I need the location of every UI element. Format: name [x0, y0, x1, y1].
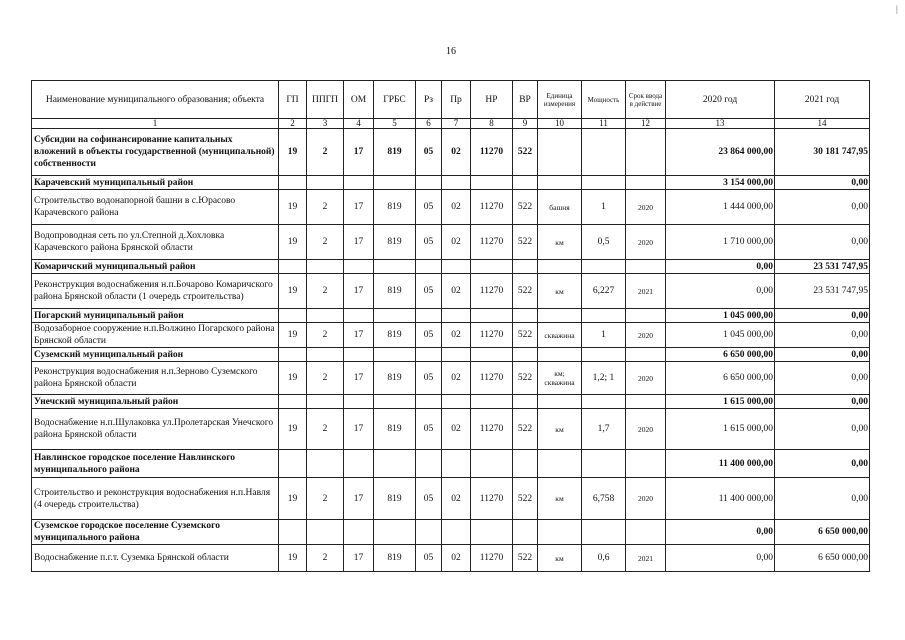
cell-om: 17	[344, 190, 374, 225]
header-cell-name: Наименование муниципального образования; объекта	[32, 81, 279, 119]
cell-capacity: 1	[582, 190, 626, 225]
cell-unit	[538, 520, 582, 545]
cell-nr: 11270	[471, 362, 513, 395]
cell-om: 17	[344, 545, 374, 572]
cell-gp	[279, 348, 307, 362]
cell-ppgp	[307, 450, 344, 478]
cell-vr: 522	[513, 323, 538, 348]
cell-term: 2020	[626, 323, 666, 348]
cell-gp: 19	[279, 545, 307, 572]
cell-gp: 19	[279, 409, 307, 450]
cell-amount-2021: 0,00	[775, 225, 870, 260]
cell-rz	[416, 450, 442, 478]
cell-capacity	[582, 260, 626, 274]
cell-nr: 11270	[471, 323, 513, 348]
cell-om	[344, 348, 374, 362]
table-row	[32, 190, 870, 225]
header-cell-ppgp: ППГП	[307, 81, 344, 119]
table-row	[32, 274, 870, 309]
cell-vr: 522	[513, 274, 538, 309]
cell-grbs	[374, 260, 416, 274]
table-row	[32, 225, 870, 260]
cell-term	[626, 129, 666, 176]
cell-gp: 19	[279, 274, 307, 309]
cell-term: 2021	[626, 274, 666, 309]
cell-nr	[471, 176, 513, 190]
column-number: 13	[666, 119, 775, 129]
cell-ppgp	[307, 309, 344, 323]
cell-name: Комаричский муниципальный район	[32, 260, 279, 274]
cell-ppgp	[307, 260, 344, 274]
cell-unit: скважина	[538, 323, 582, 348]
cell-name: Строительство и реконструкция водоснабжения н.п.Навля (4 очередь строительства)	[32, 478, 279, 520]
cell-amount-2020: 0,00	[666, 274, 775, 309]
cell-om: 17	[344, 362, 374, 395]
cell-term	[626, 176, 666, 190]
cell-nr	[471, 395, 513, 409]
table-row	[32, 478, 870, 520]
cell-gp: 19	[279, 362, 307, 395]
cell-om	[344, 520, 374, 545]
cell-gp	[279, 260, 307, 274]
cell-vr: 522	[513, 545, 538, 572]
cell-pr: 02	[442, 362, 471, 395]
cell-name: Унечский муниципальный район	[32, 395, 279, 409]
cell-rz: 05	[416, 129, 442, 176]
column-number-row	[32, 119, 870, 129]
cell-ppgp: 2	[307, 225, 344, 260]
cell-capacity: 0,5	[582, 225, 626, 260]
cell-name: Реконструкция водоснабжения н.п.Зерново Суземского района Брянской области	[32, 362, 279, 395]
cell-vr: 522	[513, 129, 538, 176]
cell-ppgp	[307, 348, 344, 362]
cell-om	[344, 260, 374, 274]
cell-name: Водоснабжение н.п.Шулаковка ул.Пролетарская Унечского района Брянской области	[32, 409, 279, 450]
subsidy-table	[31, 80, 870, 572]
cell-name: Суземский муниципальный район	[32, 348, 279, 362]
cell-nr: 11270	[471, 274, 513, 309]
cell-amount-2021: 0,00	[775, 450, 870, 478]
cell-om	[344, 309, 374, 323]
cell-gp: 19	[279, 478, 307, 520]
header-cell-pr: Пр	[442, 81, 471, 119]
column-number: 10	[538, 119, 582, 129]
cell-amount-2021: 0,00	[775, 348, 870, 362]
cell-om: 17	[344, 478, 374, 520]
cell-name: Реконструкция водоснабжения н.п.Бочарово Комаричского района Брянской области (1 очередь строительства)	[32, 274, 279, 309]
cell-amount-2020: 0,00	[666, 545, 775, 572]
cell-amount-2021: 6 650 000,00	[775, 520, 870, 545]
cell-nr	[471, 260, 513, 274]
cell-name: Карачевский муниципальный район	[32, 176, 279, 190]
table-row	[32, 323, 870, 348]
cell-vr	[513, 395, 538, 409]
cell-grbs: 819	[374, 274, 416, 309]
cell-capacity: 1	[582, 323, 626, 348]
section-row	[32, 450, 870, 478]
cell-nr	[471, 520, 513, 545]
cell-grbs: 819	[374, 129, 416, 176]
cell-vr: 522	[513, 225, 538, 260]
header-row	[32, 81, 870, 119]
cell-name: Суземское городское поселение Суземского муниципального района	[32, 520, 279, 545]
cell-term: 2020	[626, 478, 666, 520]
cell-rz	[416, 260, 442, 274]
header-cell-rz: Рз	[416, 81, 442, 119]
cell-pr	[442, 450, 471, 478]
cell-term	[626, 395, 666, 409]
section-row	[32, 129, 870, 176]
cell-grbs: 819	[374, 545, 416, 572]
cell-amount-2020: 1 444 000,00	[666, 190, 775, 225]
cell-nr	[471, 309, 513, 323]
cell-ppgp: 2	[307, 190, 344, 225]
cell-nr: 11270	[471, 409, 513, 450]
corner-mark: |	[896, 4, 898, 14]
cell-gp	[279, 176, 307, 190]
header-cell-capacity: Мощность	[582, 81, 626, 119]
cell-om: 17	[344, 409, 374, 450]
cell-rz: 05	[416, 190, 442, 225]
cell-vr: 522	[513, 362, 538, 395]
cell-amount-2020: 6 650 000,00	[666, 348, 775, 362]
section-row	[32, 176, 870, 190]
cell-rz: 05	[416, 478, 442, 520]
cell-gp	[279, 309, 307, 323]
cell-grbs	[374, 395, 416, 409]
cell-amount-2021: 6 650 000,00	[775, 545, 870, 572]
cell-unit: км	[538, 225, 582, 260]
cell-unit	[538, 348, 582, 362]
cell-name: Водозаборное сооружение н.п.Волжино Погарского района Брянской области	[32, 323, 279, 348]
section-row	[32, 260, 870, 274]
cell-grbs: 819	[374, 409, 416, 450]
cell-rz	[416, 348, 442, 362]
cell-nr	[471, 450, 513, 478]
cell-rz: 05	[416, 362, 442, 395]
cell-term	[626, 309, 666, 323]
cell-ppgp: 2	[307, 274, 344, 309]
cell-unit	[538, 260, 582, 274]
cell-term	[626, 450, 666, 478]
cell-pr	[442, 260, 471, 274]
cell-grbs: 819	[374, 362, 416, 395]
cell-amount-2020: 11 400 000,00	[666, 450, 775, 478]
cell-pr	[442, 176, 471, 190]
column-number: 2	[279, 119, 307, 129]
section-row	[32, 348, 870, 362]
cell-capacity: 1,7	[582, 409, 626, 450]
cell-amount-2021: 23 531 747,95	[775, 260, 870, 274]
cell-term: 2020	[626, 190, 666, 225]
cell-name: Водоснабжение п.г.т. Суземка Брянской области	[32, 545, 279, 572]
cell-amount-2021: 0,00	[775, 478, 870, 520]
cell-pr: 02	[442, 274, 471, 309]
cell-capacity	[582, 450, 626, 478]
cell-pr	[442, 520, 471, 545]
cell-grbs	[374, 450, 416, 478]
cell-vr	[513, 309, 538, 323]
cell-gp: 19	[279, 129, 307, 176]
cell-unit: башня	[538, 190, 582, 225]
cell-grbs	[374, 176, 416, 190]
cell-pr	[442, 395, 471, 409]
cell-gp	[279, 395, 307, 409]
cell-nr: 11270	[471, 190, 513, 225]
cell-pr: 02	[442, 409, 471, 450]
cell-amount-2020: 0,00	[666, 260, 775, 274]
header-cell-term: Срок ввода в действие	[626, 81, 666, 119]
cell-ppgp: 2	[307, 362, 344, 395]
cell-nr: 11270	[471, 225, 513, 260]
cell-unit	[538, 395, 582, 409]
cell-amount-2021: 0,00	[775, 176, 870, 190]
column-number: 4	[344, 119, 374, 129]
cell-amount-2020: 1 710 000,00	[666, 225, 775, 260]
cell-capacity: 6,758	[582, 478, 626, 520]
cell-unit	[538, 129, 582, 176]
cell-rz: 05	[416, 545, 442, 572]
header-cell-nr: НР	[471, 81, 513, 119]
cell-grbs: 819	[374, 478, 416, 520]
column-number: 7	[442, 119, 471, 129]
cell-pr: 02	[442, 129, 471, 176]
cell-gp	[279, 520, 307, 545]
cell-rz	[416, 309, 442, 323]
cell-ppgp: 2	[307, 478, 344, 520]
cell-term	[626, 348, 666, 362]
cell-vr: 522	[513, 478, 538, 520]
cell-unit: км	[538, 409, 582, 450]
cell-vr	[513, 176, 538, 190]
cell-unit	[538, 309, 582, 323]
cell-vr	[513, 450, 538, 478]
cell-amount-2020: 0,00	[666, 520, 775, 545]
cell-nr: 11270	[471, 129, 513, 176]
cell-pr: 02	[442, 323, 471, 348]
cell-term	[626, 260, 666, 274]
section-row	[32, 309, 870, 323]
cell-om: 17	[344, 323, 374, 348]
cell-rz	[416, 395, 442, 409]
section-row	[32, 520, 870, 545]
cell-amount-2020: 1 045 000,00	[666, 309, 775, 323]
section-row	[32, 395, 870, 409]
table-row	[32, 545, 870, 572]
column-number: 1	[32, 119, 279, 129]
cell-amount-2021: 0,00	[775, 395, 870, 409]
cell-amount-2020: 1 045 000,00	[666, 323, 775, 348]
table-row	[32, 409, 870, 450]
header-cell-2020: 2020 год	[666, 81, 775, 119]
cell-nr	[471, 348, 513, 362]
cell-amount-2021: 0,00	[775, 409, 870, 450]
cell-grbs: 819	[374, 190, 416, 225]
cell-vr	[513, 520, 538, 545]
table-row	[32, 362, 870, 395]
cell-rz: 05	[416, 274, 442, 309]
cell-om: 17	[344, 129, 374, 176]
cell-term: 2021	[626, 545, 666, 572]
cell-ppgp: 2	[307, 545, 344, 572]
cell-rz: 05	[416, 225, 442, 260]
header-cell-gp: ГП	[279, 81, 307, 119]
cell-amount-2020: 1 615 000,00	[666, 409, 775, 450]
cell-vr	[513, 260, 538, 274]
cell-capacity	[582, 520, 626, 545]
cell-grbs	[374, 309, 416, 323]
cell-amount-2021: 30 181 747,95	[775, 129, 870, 176]
cell-pr	[442, 309, 471, 323]
cell-gp: 19	[279, 225, 307, 260]
cell-gp: 19	[279, 323, 307, 348]
cell-capacity	[582, 129, 626, 176]
cell-rz	[416, 520, 442, 545]
cell-term	[626, 520, 666, 545]
cell-capacity	[582, 309, 626, 323]
cell-capacity: 1,2; 1	[582, 362, 626, 395]
cell-name: Водопроводная сеть по ул.Степной д.Хохловка Карачевского района Брянской области	[32, 225, 279, 260]
cell-ppgp: 2	[307, 409, 344, 450]
cell-om: 17	[344, 274, 374, 309]
cell-unit: км	[538, 545, 582, 572]
cell-unit	[538, 450, 582, 478]
cell-name: Субсидии на софинансирование капитальных вложений в объекты государственной (муниципальной) собственности	[32, 129, 279, 176]
cell-unit	[538, 176, 582, 190]
cell-grbs	[374, 348, 416, 362]
cell-pr: 02	[442, 545, 471, 572]
cell-grbs: 819	[374, 225, 416, 260]
cell-amount-2021: 0,00	[775, 309, 870, 323]
cell-amount-2020: 3 154 000,00	[666, 176, 775, 190]
header-cell-grbs: ГРБС	[374, 81, 416, 119]
cell-term: 2020	[626, 362, 666, 395]
column-number: 5	[374, 119, 416, 129]
cell-rz	[416, 176, 442, 190]
column-number: 11	[582, 119, 626, 129]
column-number: 6	[416, 119, 442, 129]
cell-name: Навлинское городское поселение Навлинского муниципального района	[32, 450, 279, 478]
cell-amount-2021: 0,00	[775, 190, 870, 225]
cell-gp: 19	[279, 190, 307, 225]
cell-term: 2020	[626, 225, 666, 260]
cell-amount-2021: 23 531 747,95	[775, 274, 870, 309]
cell-ppgp: 2	[307, 323, 344, 348]
cell-grbs	[374, 520, 416, 545]
cell-amount-2021: 0,00	[775, 362, 870, 395]
cell-capacity: 0,6	[582, 545, 626, 572]
cell-capacity: 6,227	[582, 274, 626, 309]
cell-vr: 522	[513, 190, 538, 225]
header-cell-unit: Единица измерения	[538, 81, 582, 119]
cell-om: 17	[344, 225, 374, 260]
cell-pr	[442, 348, 471, 362]
cell-pr: 02	[442, 190, 471, 225]
cell-amount-2020: 23 864 000,00	[666, 129, 775, 176]
header-cell-vr: ВР	[513, 81, 538, 119]
cell-om	[344, 176, 374, 190]
cell-name: Погарский муниципальный район	[32, 309, 279, 323]
cell-rz: 05	[416, 323, 442, 348]
cell-capacity	[582, 176, 626, 190]
cell-om	[344, 395, 374, 409]
column-number: 12	[626, 119, 666, 129]
cell-ppgp	[307, 176, 344, 190]
column-number: 8	[471, 119, 513, 129]
cell-pr: 02	[442, 225, 471, 260]
cell-amount-2020: 6 650 000,00	[666, 362, 775, 395]
cell-name: Строительство водонапорной башни в с.Юрасово Карачевского района	[32, 190, 279, 225]
header-cell-2021: 2021 год	[775, 81, 870, 119]
cell-unit: км; скважина	[538, 362, 582, 395]
page-number: 16	[446, 46, 456, 57]
cell-unit: км	[538, 274, 582, 309]
column-number: 9	[513, 119, 538, 129]
cell-amount-2020: 11 400 000,00	[666, 478, 775, 520]
cell-amount-2021: 0,00	[775, 323, 870, 348]
cell-pr: 02	[442, 478, 471, 520]
cell-unit: км	[538, 478, 582, 520]
cell-nr: 11270	[471, 478, 513, 520]
cell-gp	[279, 450, 307, 478]
cell-nr: 11270	[471, 545, 513, 572]
cell-capacity	[582, 395, 626, 409]
cell-ppgp: 2	[307, 129, 344, 176]
cell-term: 2020	[626, 409, 666, 450]
cell-ppgp	[307, 395, 344, 409]
cell-amount-2020: 1 615 000,00	[666, 395, 775, 409]
column-number: 3	[307, 119, 344, 129]
cell-rz: 05	[416, 409, 442, 450]
column-number: 14	[775, 119, 870, 129]
cell-grbs: 819	[374, 323, 416, 348]
cell-capacity	[582, 348, 626, 362]
cell-vr	[513, 348, 538, 362]
cell-om	[344, 450, 374, 478]
header-cell-om: ОМ	[344, 81, 374, 119]
cell-ppgp	[307, 520, 344, 545]
cell-vr: 522	[513, 409, 538, 450]
